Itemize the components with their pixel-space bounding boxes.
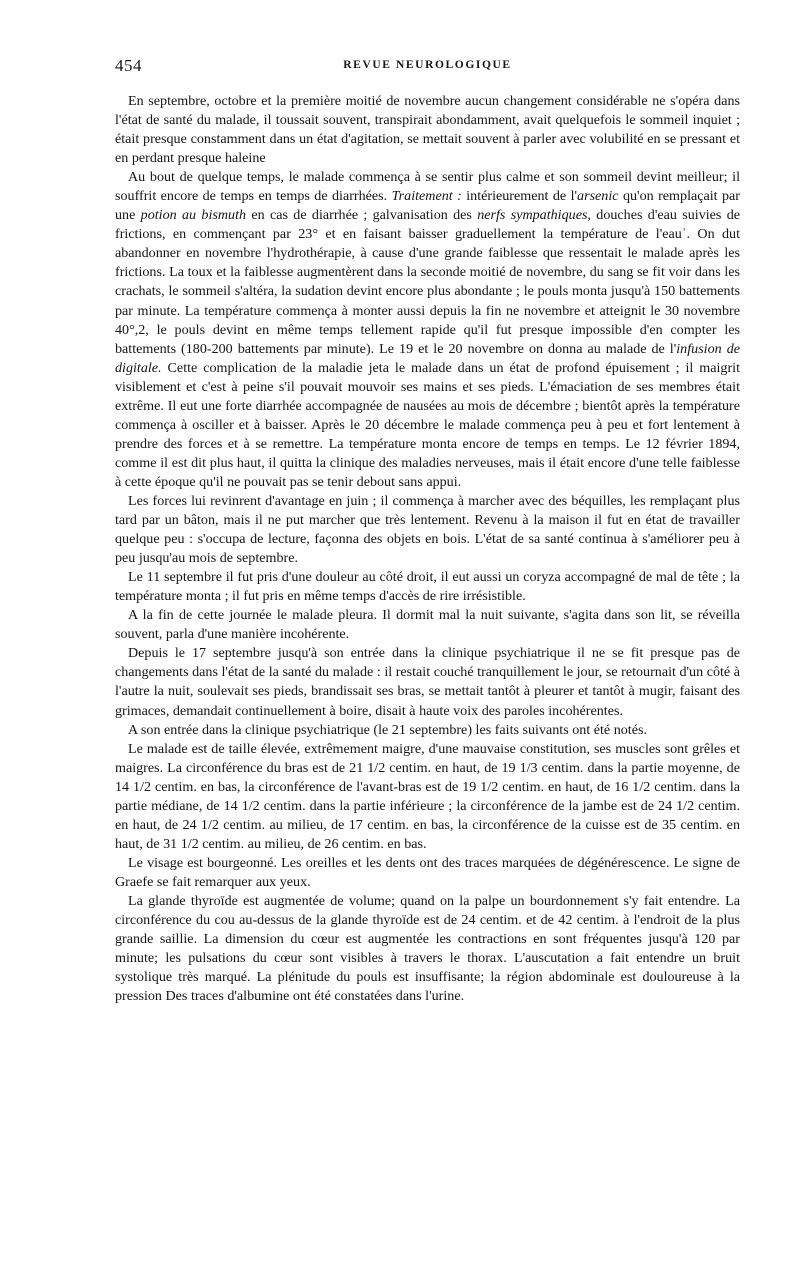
italic-text: potion au bismuth (140, 207, 247, 224)
text-run: douches d'eau suivies de frictions, en commençant par 23° et en faisant baisser graduellement la température de l'eauʾ. On dut abandonner en novembre l'hydrothérapie, à cause d'une grande faiblesse que ressentait le malade après les frictions. La toux et la faiblesse augmentèrent dans la seconde moitié de novembre, du sang se fit voir dans les crachats, le sommeil s'altéra, la sudation devint encore plus abondante ; le pouls monta jusqu'à 150 battements par minute. La température commença à monter aussi depuis la fin ne novembre et atteignit le 30 novembre 40°,2, le pouls devint en même temps tellement rapide qu'il fut presque impossible d'en compter les battements (180-200 battements par minute). Le 19 et le 20 novembre on donna au malade de l' (115, 207, 741, 357)
text-run: Cette complication de la maladie jeta le malade dans un état de profond épuisement ; il maigrit visiblement et c'est à peine s'il pouvait mouvoir ses mains et ses pieds. L'émaciation de ses membres était extrême. Il eut une forte diarrhée accompagnée de nausées au mois de décembre ; bientôt après la température commença à osciller et à baisser. Après le 20 décembre le malade commença peu à peu et fort lentement à prendre des forces et à se remettre. La température monta encore de temps en temps. Le 12 février 1894, comme il est dit plus haut, il quitta la clinique des maladies nerveuses, mais il était encore d'une telle faiblesse à cette époque qu'il ne pouvait pas se tenir debout sans appui. (115, 359, 740, 490)
italic-text: arsenic (577, 188, 619, 205)
text-run: La glande thyroïde est augmentée de volume; quand on la palpe un bourdonnement s'y fait entendre. La circonférence du cou au-dessus de la glande thyroïde est de 24 centim. et de 42 centim. à l'endroit de la plus grande saillie. La dimension du cœur est augmentée les contractions en sont fréquentes jusqu'à 120 par minute; les pulsations du cœur sont visibles à travers le thorax. L'auscutation a fait entendre un bruit systolique très marqué. La plénitude du pouls est insuffisante; la région abdominale est douloureuse à la pression Des traces d'albumine ont été constatées dans l'urine. (115, 892, 740, 1005)
text-run: qu'on remplaçait par une (115, 188, 741, 224)
text-run: A la fin de cette journée le malade pleura. Il dormit mal la nuit suivante, s'agita dans son lit, se réveilla souvent, parla d'une manière incohérente. (115, 607, 740, 643)
paragraph (115, 892, 740, 1006)
italic-text: Traitement : (391, 188, 462, 205)
text-run: Le visage est bourgeonné. Les oreilles et les dents ont des traces marquées de dégénérescence. Le signe de Graefe se fait remarquer aux yeux. (115, 854, 740, 890)
paragraph (115, 606, 740, 644)
paragraph (115, 92, 740, 168)
paragraph (115, 492, 740, 568)
italic-text: nerfs sympathiques, (477, 207, 591, 224)
journal-page (115, 56, 740, 1006)
text-run: Les forces lui revinrent d'avantage en juin ; il commença à marcher avec des béquilles, les remplaçant plus tard par un bâton, mais il ne put marcher que très lentement. Revenu à la maison il fut en état de travailler quelque peu : s'occupa de lecture, façonna des objets en bois. L'état de sa santé continua à s'améliorer peu à peu jusqu'au mois de septembre. (115, 492, 740, 567)
text-run: Le malade est de taille élevée, extrêmement maigre, d'une mauvaise constitution, ses muscles sont grêles et maigres. La circonférence du bras est de 21 1/2 centim. en haut, de 19 1/3 centim. dans la partie moyenne, de 14 1/2 centim. en bas, la circonférence de l'avant-bras est de 19 1/2 centim. en haut, de 16 1/2 centim. dans la partie médiane, de 14 1/2 centim. dans la partie inférieure ; la circonférence de la jambe est de 24 1/2 centim. en haut, de 24 1/2 centim. au milieu, de 17 centim. en bas, la circonférence de la cuisse est de 35 centim. en haut, de 31 1/2 centim. au milieu, de 26 centim. en bas. (115, 740, 740, 852)
text-run: En septembre, octobre et la première moitié de novembre aucun changement considérable ne s'opéra dans l'état de santé du malade, il toussait souvent, transpirait abondamment, avait quelquefois le sommeil inquiet ; était presque constamment dans un état d'agitation, se mettait souvent à parler avec volubilité en se pressant et en perdant presque haleine (115, 93, 740, 167)
paragraph (115, 854, 740, 892)
page-number: 454 (115, 56, 142, 75)
paragraph (115, 168, 740, 492)
paragraph (115, 740, 740, 854)
text-run: A son entrée dans la clinique psychiatrique (le 21 septembre) les faits suivants ont été notés. (128, 721, 647, 738)
text-run: Depuis le 17 septembre jusqu'à son entrée dans la clinique psychiatrique il ne se fit presque pas de changements dans l'état de la santé du malade : il restait couché tranquillement le jour, se retournait d'un côté à l'autre la nuit, soulevait ses pieds, brandissait ses bras, se mettait tantôt à pleurer et tantôt à mugir, faisant des grimaces, demandait continuellement à boire, disait à haute voix des paroles incohérentes. (115, 645, 740, 719)
article-body (115, 92, 740, 1006)
text-run: Le 11 septembre il fut pris d'une douleur au côté droit, il eut aussi un coryza accompagné de mal de tête ; la température monta ; il fut pris en même temps d'accès de rire irrésistible. (115, 569, 740, 605)
text-run: Au bout de quelque temps, le malade commença à se sentir plus calme et son sommeil devint meilleur; il souffrit encore de temps en temps de diarrhées. (115, 169, 740, 205)
paragraph (115, 568, 740, 606)
page-header (115, 56, 740, 82)
text-run: en cas de diarrhée ; galvanisation des (246, 207, 478, 224)
running-title: REVUE NEUROLOGIQUE (343, 59, 512, 71)
text-run: intérieurement de l' (461, 188, 578, 205)
paragraph (115, 644, 740, 720)
italic-text: infusion de digitale. (115, 340, 740, 376)
paragraph (115, 721, 740, 740)
